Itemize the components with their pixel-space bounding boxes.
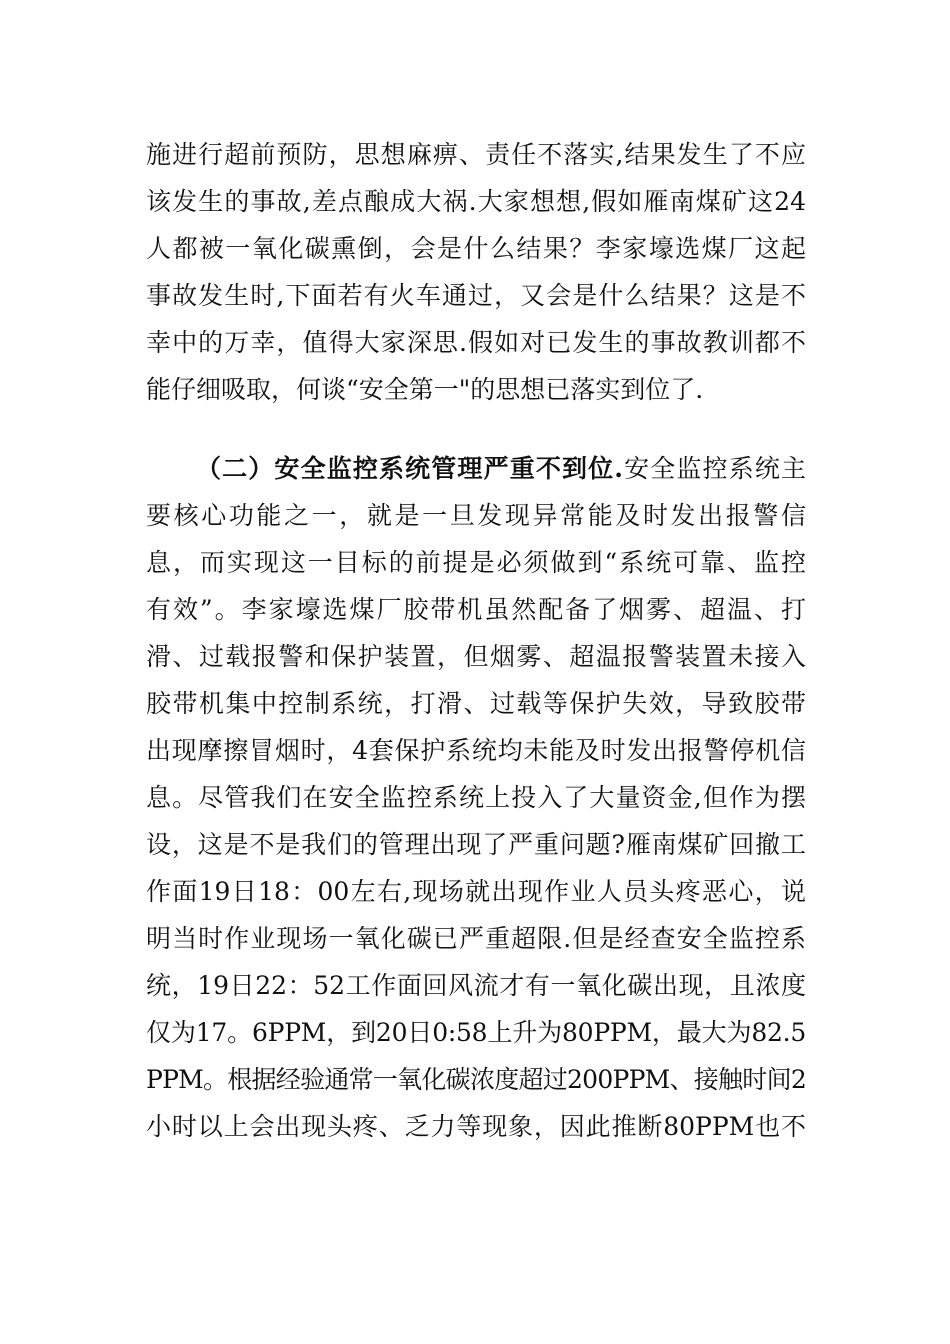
text-line: 息，而实现这一目标的前提是必须做到“系统可靠、监控 bbox=[146, 548, 806, 577]
text-line-with-heading bbox=[146, 445, 806, 492]
paragraph-monitoring-system bbox=[146, 445, 806, 1150]
text-line: 作面19日18：00左右,现场就出现作业人员头疼恶心，说 bbox=[146, 877, 806, 906]
text-line: 幸中的万幸，值得大家深思.假如对已发生的事故教训都不 bbox=[146, 328, 806, 357]
text-line: 小时以上会出现头疼、乏力等现象，因此推断80PPM也不 bbox=[146, 1112, 806, 1141]
heading-line-rest: 安全监控系统主 bbox=[622, 454, 806, 483]
text-line: 有效”。李家壕选煤厂胶带机虽然配备了烟雾、超温、打 bbox=[146, 595, 806, 624]
paragraph-incident-reflection bbox=[146, 131, 806, 413]
text-line: 出现摩擦冒烟时，4套保护系统均未能及时发出报警停机信 bbox=[146, 736, 806, 765]
text-line: 要核心功能之一，就是一旦发现异常能及时发出报警信 bbox=[146, 501, 806, 530]
text-line: 胶带机集中控制系统，打滑、过载等保护失效，导致胶带 bbox=[146, 689, 806, 718]
text-line: 人都被一氧化碳熏倒，会是什么结果？李家壕选煤厂这起 bbox=[146, 234, 806, 263]
text-line: 仅为17。6PPM，到20日0:58上升为80PPM，最大为82.5 bbox=[146, 1018, 806, 1047]
text-line: 施进行超前预防，思想麻痹、责任不落实,结果发生了不应 bbox=[146, 140, 806, 169]
text-line: 明当时作业现场一氧化碳已严重超限.但是经查安全监控系 bbox=[146, 924, 806, 953]
text-line: 该发生的事故,差点酿成大祸.大家想想,假如雁南煤矿这24 bbox=[146, 187, 806, 216]
section-heading: （二）安全监控系统管理严重不到位. bbox=[196, 454, 623, 483]
text-line: 设，这是不是我们的管理出现了严重问题?雁南煤矿回撤工 bbox=[146, 830, 806, 859]
text-line: PPM。根据经验通常一氧化碳浓度超过200PPM、接触时间2 bbox=[146, 1065, 806, 1094]
text-line: 统，19日22：52工作面回风流才有一氧化碳出现，且浓度 bbox=[146, 971, 806, 1000]
text-line: 事故发生时,下面若有火车通过，又会是什么结果？这是不 bbox=[146, 281, 806, 310]
text-line: 滑、过载报警和保护装置，但烟雾、超温报警装置未接入 bbox=[146, 642, 806, 671]
text-line: 息。尽管我们在安全监控系统上投入了大量资金,但作为摆 bbox=[146, 783, 806, 812]
text-line: 能仔细吸取，何谈“安全第一"的思想已落实到位了. bbox=[146, 375, 704, 404]
